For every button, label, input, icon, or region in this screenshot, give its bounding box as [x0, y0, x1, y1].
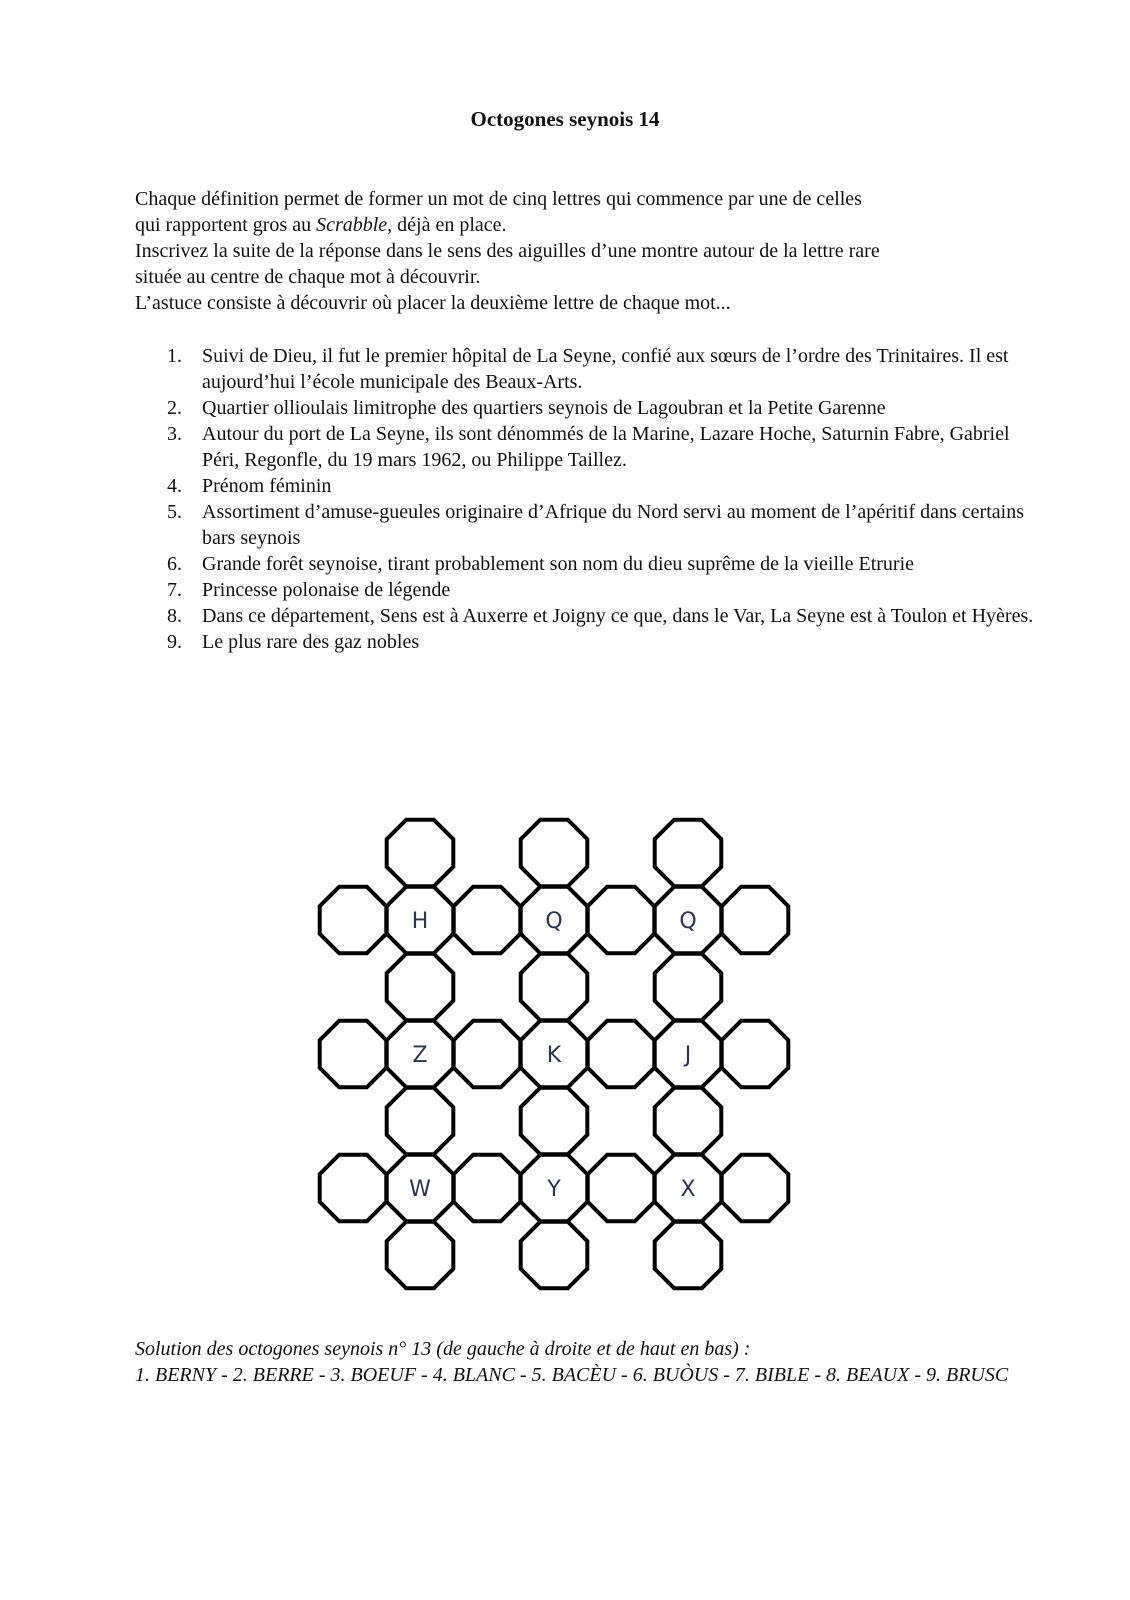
clue-number: 1.	[167, 345, 182, 367]
clue-number: 8.	[167, 605, 182, 627]
clue-text: Prénom féminin	[202, 475, 332, 497]
octagon-cell	[722, 1021, 789, 1088]
octagon-cell	[521, 1222, 588, 1289]
octagon-cell	[588, 1155, 655, 1222]
clue-text: Quartier ollioulais limitrophe des quartiers seynois de Lagoubran et la Petite Garenne	[202, 397, 886, 419]
center-letter: J	[684, 1043, 692, 1068]
solution-heading: Solution des octogones seynois n° 13 (de gauche à droite et de haut en bas) :	[135, 1338, 751, 1360]
center-letter: K	[546, 1043, 562, 1068]
octagon-cell	[521, 1088, 588, 1155]
octagon-cell	[454, 887, 521, 954]
instructions-line-1: Chaque définition permet de former un mot de cinq lettres qui commence par une de celles	[135, 188, 862, 210]
octagon-cell	[655, 1222, 722, 1289]
clue-number: 5.	[167, 501, 182, 523]
center-letter: Y	[547, 1177, 561, 1202]
instructions-line-4: située au centre de chaque mot à découvrir.	[135, 266, 481, 288]
center-letter: W	[409, 1177, 431, 1202]
octagon-cell	[521, 954, 588, 1021]
solution-answers: 1. BERNY - 2. BERRE - 3. BOEUF - 4. BLANC - 5. BACÈU - 6. BUÒUS - 7. BIBLE - 8. BEAUX - 9. BRUSC	[135, 1364, 1009, 1386]
clue-text: Le plus rare des gaz nobles	[202, 631, 420, 653]
clue-number: 2.	[167, 397, 182, 419]
octagon-cell	[320, 1155, 387, 1222]
octagon-cell	[588, 887, 655, 954]
octagon-cell	[655, 954, 722, 1021]
clue-text: Dans ce département, Sens est à Auxerre et Joigny ce que, dans le Var, La Seyne est à Toulon et Hyères.	[202, 605, 1034, 627]
clue-number: 3.	[167, 423, 182, 445]
clue-text: Suivi de Dieu, il fut le premier hôpital de La Seyne, confié aux sœurs de l’ordre des Trinitaires. Il est aujourd’hui l’école municipale des Beaux-Arts.	[202, 345, 1009, 393]
octagon-cell	[655, 1088, 722, 1155]
octagon-cell	[387, 820, 454, 887]
center-letter: H	[411, 909, 429, 934]
clue-text: Assortiment d’amuse-gueules originaire d’Afrique du Nord servi au moment de l’apéritif dans certains bars seynois	[202, 501, 1024, 549]
octagon-cell	[655, 820, 722, 887]
octagon-cell	[722, 887, 789, 954]
instructions-text: qui rapportent gros au	[135, 214, 317, 236]
clue-text: Autour du port de La Seyne, ils sont dénommés de la Marine, Lazare Hoche, Saturnin Fabre, Gabriel Péri, Regonfle, du 19 mars 1962, ou Philippe Taillez.	[202, 423, 1010, 471]
scrabble-word: Scrabble	[316, 214, 388, 236]
clue-text: Grande forêt seynoise, tirant probablement son nom du dieu suprême de la vieille Etrurie	[202, 553, 915, 575]
center-letter: X	[680, 1177, 696, 1202]
instructions-text: , déjà en place.	[387, 214, 507, 236]
octagon-cell	[387, 954, 454, 1021]
octagon-cell	[320, 1021, 387, 1088]
octagon-cell	[320, 887, 387, 954]
octagon-cell	[588, 1021, 655, 1088]
octagon-cell	[521, 820, 588, 887]
clue-text: Princesse polonaise de légende	[202, 579, 451, 601]
octagon-cell	[387, 1088, 454, 1155]
clue-number: 7.	[167, 579, 182, 601]
octagon-cell	[387, 1222, 454, 1289]
previous-solution	[135, 1336, 1015, 1388]
octagon-cell	[454, 1155, 521, 1222]
clue-number: 4.	[167, 475, 182, 497]
center-letter: Z	[412, 1043, 428, 1068]
center-letter: Q	[679, 909, 697, 934]
page-title: Octogones seynois 14	[470, 107, 660, 131]
clue-number: 9.	[167, 631, 182, 653]
instructions-line-3: Inscrivez la suite de la réponse dans le sens des aiguilles d’une montre autour de la lettre rare	[135, 240, 880, 262]
clue-number: 6.	[167, 553, 182, 575]
instructions-line-5: L’astuce consiste à découvrir où placer la deuxième lettre de chaque mot...	[135, 292, 731, 314]
octagon-cell	[454, 1021, 521, 1088]
octagon-cell	[722, 1155, 789, 1222]
center-letter: Q	[545, 909, 563, 934]
